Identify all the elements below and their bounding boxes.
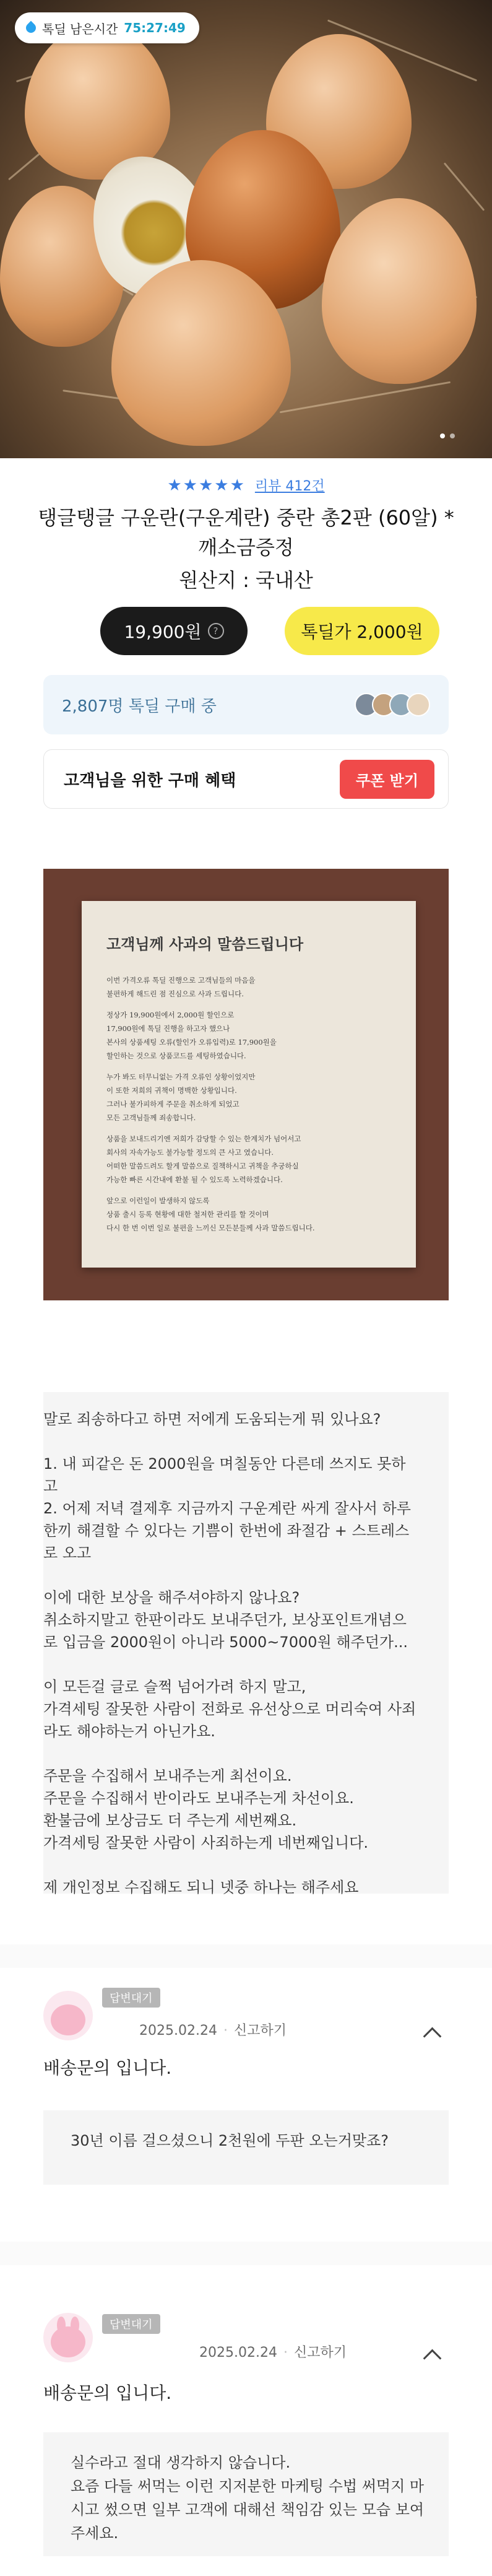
chevron-up-icon[interactable]	[423, 2027, 442, 2046]
carousel-dot[interactable]	[450, 433, 455, 438]
review-count-link[interactable]: 리뷰 412건	[254, 479, 325, 494]
status-badge: 답변대기	[102, 1988, 160, 2008]
letter-paragraph: 누가 봐도 터무니없는 가격 오류인 상황이었지만 이 또한 저희의 귀책이 명백한 상황입니다. 그러나 불가피하게 주문을 취소하게 되었고 모든 고객님들께 죄송합니다.	[106, 1073, 256, 1122]
deal-price-button[interactable]: 톡딜가 2,000원	[285, 607, 439, 655]
regular-price-button[interactable]	[100, 607, 248, 655]
deal-timer-badge	[15, 12, 199, 43]
post-paragraph: 말로 죄송하다고 하면 저에게 도움되는게 뭐 있나요?	[43, 1411, 381, 1428]
egg-right	[322, 198, 477, 384]
report-link[interactable]: 신고하기	[293, 2345, 347, 2361]
regular-price: 19,900원	[124, 622, 202, 642]
buyers-count-banner[interactable]	[43, 675, 449, 734]
avatar	[43, 2313, 93, 2362]
chevron-up-icon[interactable]	[423, 2349, 442, 2368]
product-image[interactable]	[0, 0, 492, 458]
apology-letter-image	[43, 869, 449, 1300]
buyers-count-text: 2,807명 톡딜 구매 중	[62, 697, 217, 716]
letter-paragraph: 정상가 19,900원에서 2,000원 할인으로 17,900원에 톡딜 진행을 하고자 했으나 본사의 상품세팅 오류(할인가 오류입력)로 17,900원을 할인하는 것으로 상품코드를 세팅하였습니다.	[106, 1011, 277, 1060]
drop-icon	[24, 21, 38, 35]
section-divider	[0, 2242, 492, 2265]
apology-letter	[82, 901, 416, 1268]
letter-paragraph: 이번 가격오류 톡딜 진행으로 고객님들의 마음을 불편하게 해드린 점 진심으로 사과 드립니다.	[106, 976, 256, 998]
carousel-dot[interactable]	[440, 433, 445, 438]
comment-reply	[43, 2110, 449, 2185]
reply-text: 30년 이름 걸으셨으니 2천원에 두판 오는거맞죠?	[71, 2132, 389, 2149]
comment-meta: 2025.02.24 · 신고하기	[199, 2345, 347, 2361]
avatar	[43, 1991, 93, 2040]
purchase-benefit-banner	[43, 749, 449, 809]
star-rating-icon: ★★★★★	[167, 476, 246, 495]
post-paragraph: 이 모든걸 글로 슬쩍 넘어가려 하지 말고, 가격세팅 잘못한 사람이 전화로 유선상으로 머리숙여 사죄라도 해야하는거 아닌가요.	[43, 1678, 416, 1740]
post-paragraph: 주문을 수집해서 보내주는게 최선이요. 주문을 수집해서 반이라도 보내주는게 차선이요. 환불금에 보상금도 더 주는게 세번째요. 가격세팅 잘못한 사람이 사죄하는게 네번째입니다.	[43, 1767, 369, 1852]
report-link[interactable]: 신고하기	[233, 2023, 287, 2039]
letter-paragraph: 상품을 보내드리기엔 저희가 감당할 수 있는 한계치가 넘어서고 회사의 자속가능도 불가능할 정도의 큰 사고 였습니다. 어떠한 말씀드려도 할게 말씀으로 질책하시고 귀책을 추궁하실 가능한 빠른 시간내에 환불 될 수 있도록 노력하겠습니다.	[106, 1134, 301, 1184]
carousel-indicator[interactable]	[440, 433, 455, 438]
coupon-button[interactable]: 쿠폰 받기	[340, 760, 434, 799]
comment-date: 2025.02.24	[199, 2345, 277, 2361]
status-badge: 답변대기	[102, 2314, 160, 2334]
post-paragraph: 이에 대한 보상을 해주셔야하지 않나요? 취소하지말고 한판이라도 보내주던가, 보상포인트개념으로 입금을 2000원이 아니라 5000~7000원 해주던가...	[43, 1589, 408, 1651]
comment-body: 배송문의 입니다.	[43, 2383, 172, 2403]
customer-complaint-text	[43, 1392, 449, 1894]
benefit-label: 고객님을 위한 구매 혜택	[64, 771, 236, 790]
avatar	[407, 693, 430, 716]
section-divider	[0, 1944, 492, 1968]
post-paragraph: 제 개인정보 수집해도 되니 넷중 하나는 해주세요	[43, 1879, 359, 1896]
comment-meta: 2025.02.24 · 신고하기	[139, 2023, 287, 2039]
buyer-avatars	[361, 693, 430, 716]
product-origin: 원산지 : 국내산	[179, 568, 313, 592]
rating-row	[0, 476, 492, 495]
help-icon[interactable]: ?	[208, 623, 224, 639]
comment-reply	[43, 2432, 449, 2556]
timer-value: 75:27:49	[124, 20, 186, 35]
letter-paragraph: 앞으로 이런일이 발생하지 않도록 상품 출시 등록 현황에 대한 철저한 관리를 할 것이며 다시 한 번 이번 일로 불편을 느끼신 모든분들께 사과 말씀드립니다.	[106, 1196, 315, 1232]
comment-body: 배송문의 입니다.	[43, 2058, 172, 2078]
product-title: 탱글탱글 구운란(구운계란) 중란 총2판 (60알) *깨소금증정	[38, 506, 454, 559]
comment-date: 2025.02.24	[139, 2023, 217, 2039]
timer-label: 톡딜 남은시간	[42, 21, 118, 37]
post-paragraph: 1. 내 피같은 돈 2000원을 며칠동안 다른데 쓰지도 못하고 2. 어제 저녁 결제후 지금까지 구운계란 싸게 잘사서 하루한끼 해결할 수 있다는 기쁨이 한번에 좌절감 + 스트레스로 오고	[43, 1455, 411, 1562]
letter-title: 고객님께 사과의 말씀드립니다	[106, 935, 304, 953]
reply-text: 실수라고 절대 생각하지 않습니다. 요즘 다들 써먹는 이런 지저분한 마케팅 수법 써먹지 마시고 썼으면 일부 고객에 대해선 책임감 있는 모습 보여주세요.	[71, 2454, 425, 2542]
